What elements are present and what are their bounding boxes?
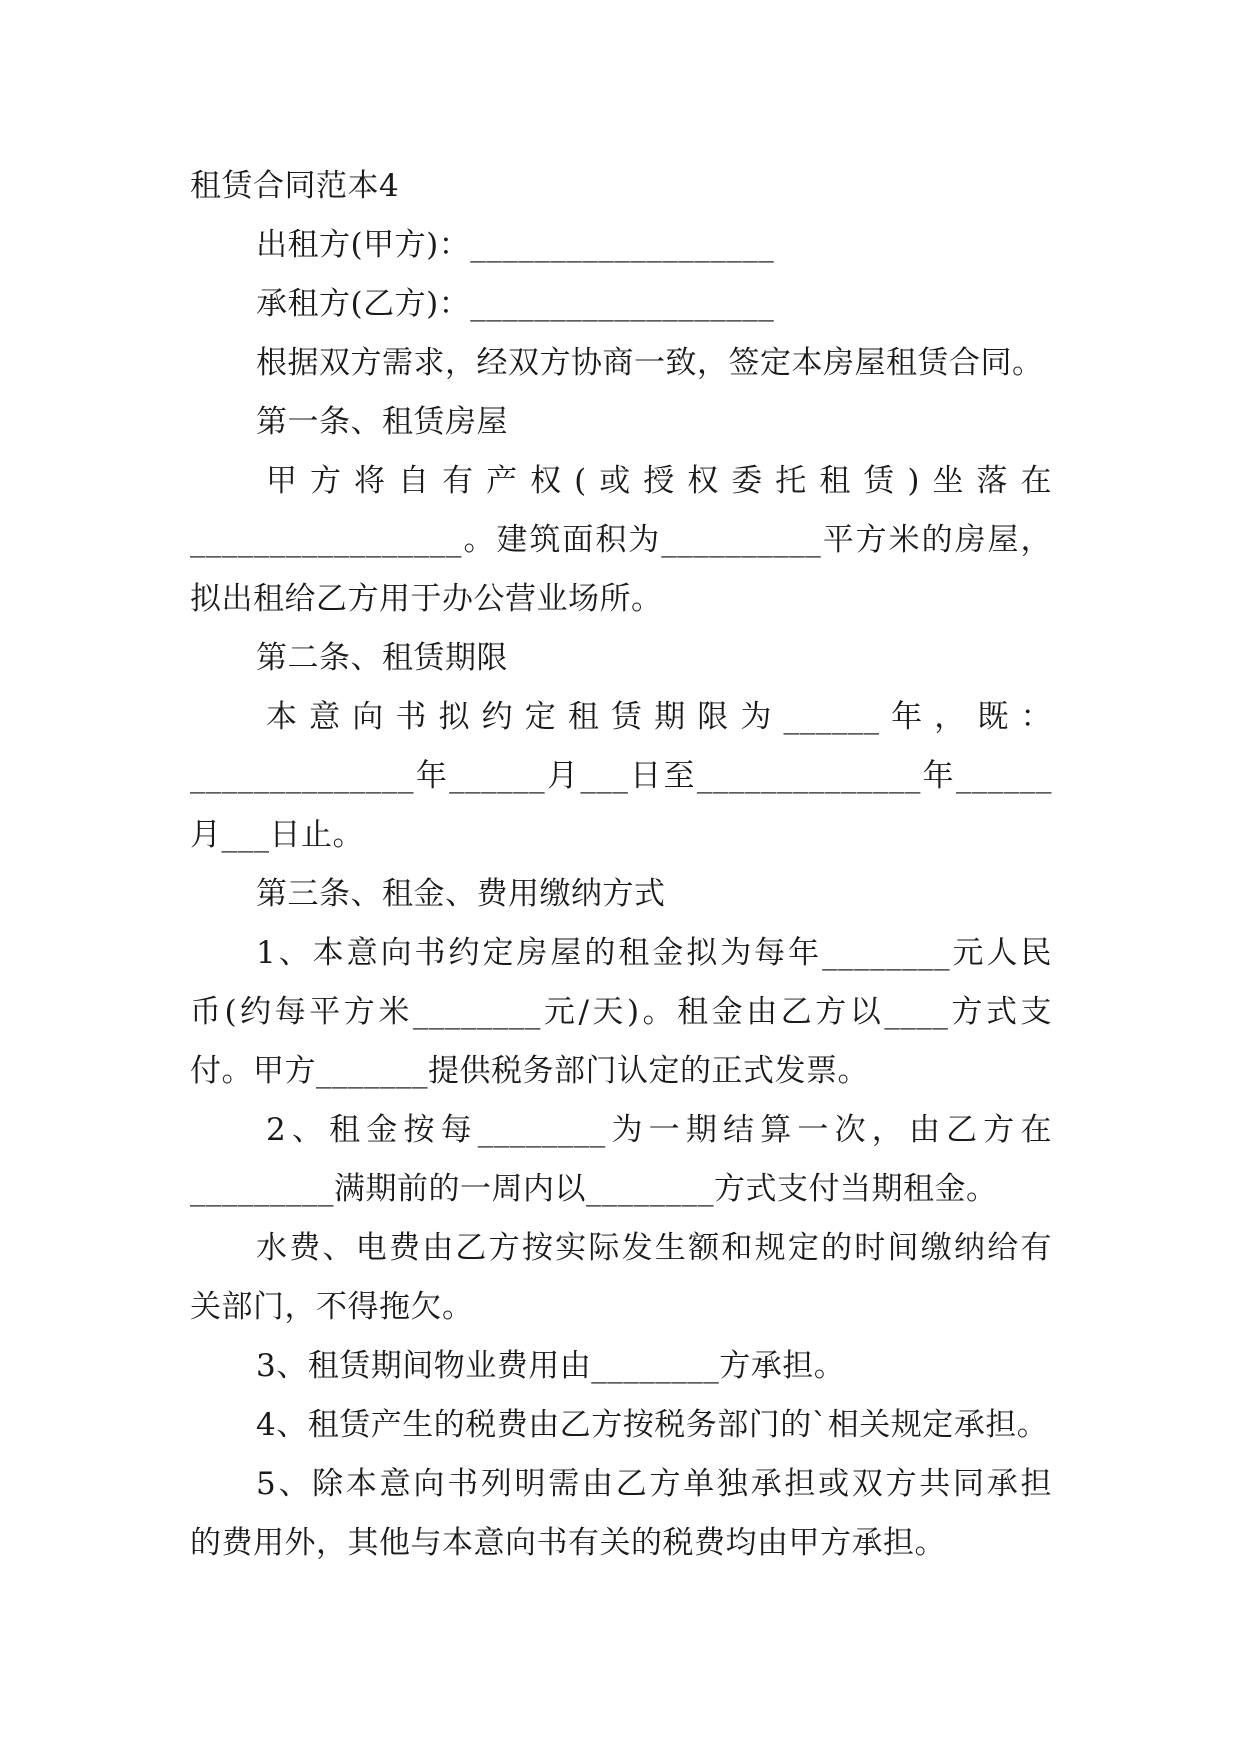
article-3-item-2-line-1: 2、租金按每________为一期结算一次，由乙方在 bbox=[266, 1112, 1052, 1148]
article-3-item-5-line-1: 5、除本意向书列明需由乙方单独承担或双方共同承担 bbox=[256, 1466, 1052, 1502]
article-2-line-3: 月___日止。 bbox=[190, 817, 364, 853]
article-3-item-4: 4、租赁产生的税费由乙方按税务部门的`相关规定承担。 bbox=[256, 1407, 1049, 1443]
utilities-line-1: 水费、电费由乙方按实际发生额和规定的时间缴纳给有 bbox=[256, 1230, 1052, 1266]
article-2-line-1: 本意向书拟约定租赁期限为______年，既： bbox=[266, 699, 1052, 735]
document-title: 租赁合同范本4 bbox=[190, 168, 400, 204]
article-2-heading: 第二条、租赁期限 bbox=[256, 640, 508, 676]
article-3-item-3: 3、租赁期间物业费用由________方承担。 bbox=[256, 1348, 846, 1384]
lessor-line: 出租方(甲方)：___________________ bbox=[256, 227, 775, 263]
article-3-item-1-line-3: 付。甲方_______提供税务部门认定的正式发票。 bbox=[190, 1053, 869, 1089]
article-3-item-5-line-2: 的费用外，其他与本意向书有关的税费均由甲方承担。 bbox=[190, 1525, 946, 1561]
lessee-line: 承租方(乙方)：___________________ bbox=[256, 286, 775, 322]
utilities-line-2: 关部门，不得拖欠。 bbox=[190, 1289, 474, 1325]
article-3-item-1-line-2: 币(约每平方米________元/天)。租金由乙方以____方式支 bbox=[190, 994, 1052, 1030]
article-1-line-2: _________________。建筑面积为__________平方米的房屋， bbox=[190, 522, 1052, 558]
article-3-item-1-line-1: 1、本意向书约定房屋的租金拟为每年________元人民 bbox=[256, 935, 1052, 971]
article-1-heading: 第一条、租赁房屋 bbox=[256, 404, 508, 440]
article-1-line-3: 拟出租给乙方用于办公营业场所。 bbox=[190, 581, 663, 617]
article-3-heading: 第三条、租金、费用缴纳方式 bbox=[256, 876, 666, 912]
article-2-line-2: ______________年______月___日至______________年______ bbox=[190, 758, 1052, 794]
article-3-item-2-line-2: _________满期前的一周内以________方式支付当期租金。 bbox=[190, 1171, 998, 1207]
preamble-line: 根据双方需求，经双方协商一致，签定本房屋租赁合同。 bbox=[256, 345, 1044, 381]
article-1-line-1: 甲方将自有产权(或授权委托租赁)坐落在 bbox=[266, 463, 1052, 499]
